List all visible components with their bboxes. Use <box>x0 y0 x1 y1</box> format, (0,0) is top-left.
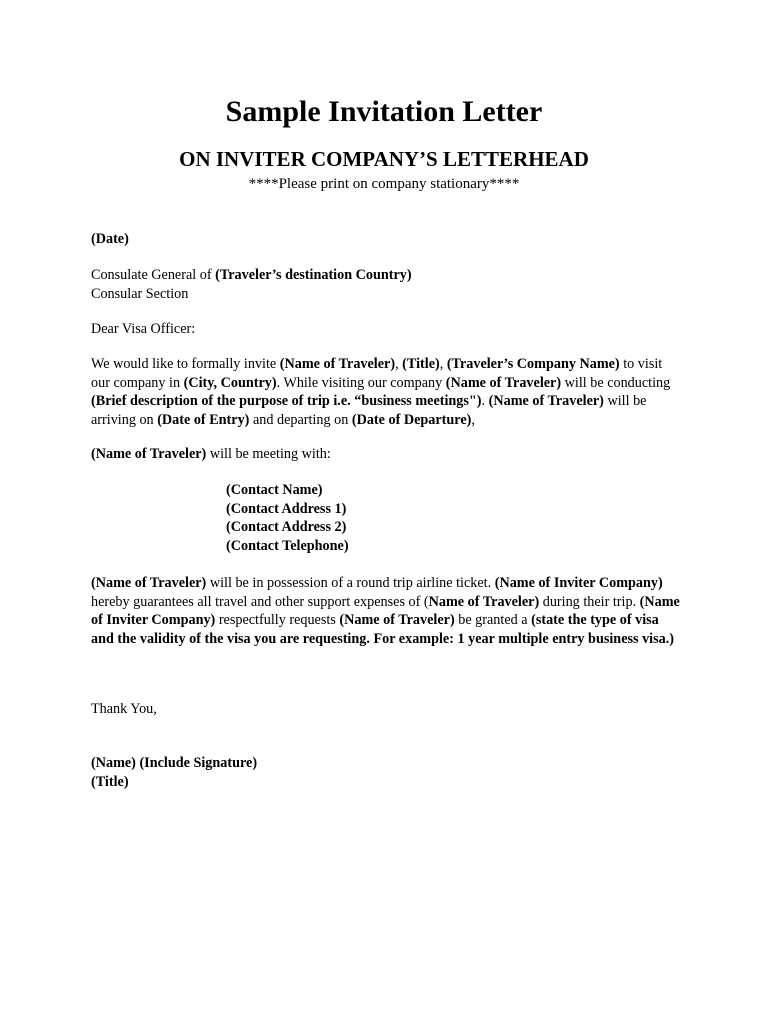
print-note: ****Please print on company stationary**** <box>248 176 520 192</box>
address-line-1 <box>91 266 681 285</box>
destination-placeholder: (Traveler’s destination Country) <box>215 267 412 283</box>
date-line <box>91 230 681 249</box>
contact-list <box>226 481 526 555</box>
paragraph-text: (Name of Traveler) will be in possession of a round trip airline ticket. (Name of Inviter Company) hereby guarantees all travel and other support expenses of (Name of Traveler) during their trip. (Name of Inviter Company) respectfully requests (Name of Traveler) be granted a (state the type of visa and the validity of the visa you are requesting. For example: 1 year multiple entry business visa.) <box>91 575 680 647</box>
address-line-2: Consular Section <box>91 285 189 302</box>
signature-line-1: (Name) (Include Signature) <box>91 755 258 771</box>
signature-block <box>91 754 681 791</box>
page-title: Sample Invitation Letter <box>225 95 543 128</box>
invitation-paragraph <box>91 355 681 429</box>
address-text: Consulate General of <box>91 267 216 283</box>
date-placeholder: (Date) <box>91 231 129 247</box>
letterhead-heading: ON INVITER COMPANY’S LETTERHEAD <box>179 147 589 171</box>
meeting-line <box>91 445 681 464</box>
guarantee-paragraph <box>91 574 681 648</box>
contact-item: (Contact Address 2) <box>226 519 347 535</box>
recipient-address <box>91 266 681 303</box>
traveler-placeholder: (Name of Traveler) <box>91 446 207 462</box>
paragraph-text: We would like to formally invite (Name of Traveler), (Title), (Traveler’s Company Name) to visit our company in (City, Country). While visiting our company (Name of Traveler) will be conducting (Brief description of the purpose of trip i.e. “business meetings"). (Name of Traveler) will be arriving on (Date of Entry) and departing on (Date of Departure), <box>91 356 671 428</box>
contact-item: (Contact Address 1) <box>226 500 347 517</box>
contact-item: (Contact Name) <box>226 482 323 498</box>
signature-line-2: (Title) <box>91 773 129 790</box>
meeting-text: will be meeting with: <box>206 446 331 462</box>
salutation: Dear Visa Officer: <box>91 321 196 337</box>
contact-item: (Contact Telephone) <box>226 537 349 554</box>
closing: Thank You, <box>91 701 157 717</box>
